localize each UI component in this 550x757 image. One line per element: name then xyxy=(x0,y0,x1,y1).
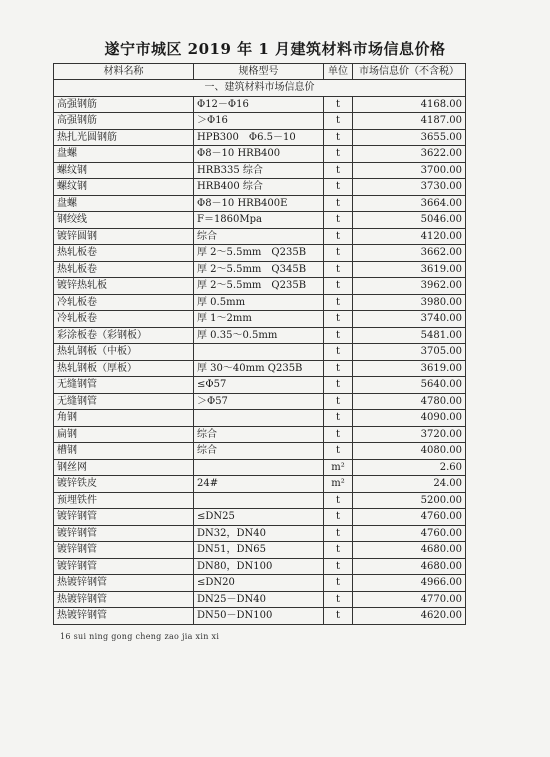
price-cell: 4770.00 xyxy=(353,591,466,608)
price-cell: 3664.00 xyxy=(353,195,466,212)
price-cell: 3962.00 xyxy=(353,278,466,295)
table-row xyxy=(54,426,466,443)
unit-cell: t xyxy=(324,360,353,377)
material-name: 热轧钢板（厚板） xyxy=(54,360,194,377)
unit-cell: t xyxy=(324,575,353,592)
unit-cell: t xyxy=(324,608,353,625)
material-name: 盘螺 xyxy=(54,146,194,163)
unit-cell: t xyxy=(324,212,353,229)
price-cell: 3619.00 xyxy=(353,261,466,278)
price-cell: 3730.00 xyxy=(353,179,466,196)
unit-cell: t xyxy=(324,525,353,542)
spec-cell: 厚 2～5.5mm Q235B xyxy=(194,245,324,262)
spec-cell xyxy=(194,410,324,427)
table-row xyxy=(54,393,466,410)
spec-cell: DN32，DN40 xyxy=(194,525,324,542)
spec-cell xyxy=(194,492,324,509)
price-cell: 4680.00 xyxy=(353,558,466,575)
unit-cell: t xyxy=(324,509,353,526)
spec-cell: ＞Φ16 xyxy=(194,113,324,130)
material-name: 高强钢筋 xyxy=(54,96,194,113)
unit-cell: t xyxy=(324,410,353,427)
spec-cell: 厚 0.5mm xyxy=(194,294,324,311)
table-row xyxy=(54,410,466,427)
table-row xyxy=(54,245,466,262)
spec-cell: F＝1860Mpa xyxy=(194,212,324,229)
header-name: 材料名称 xyxy=(54,64,194,80)
table-row xyxy=(54,278,466,295)
material-name: 冷轧板卷 xyxy=(54,294,194,311)
table-row xyxy=(54,294,466,311)
spec-cell: HPB300 Φ6.5－10 xyxy=(194,129,324,146)
material-name: 热扎光圆钢筋 xyxy=(54,129,194,146)
price-cell: 3980.00 xyxy=(353,294,466,311)
table-row xyxy=(54,129,466,146)
material-name: 彩涂板卷（彩钢板） xyxy=(54,327,194,344)
material-name: 热轧钢板（中板） xyxy=(54,344,194,361)
price-table xyxy=(53,63,466,625)
spec-cell: 厚 1～2mm xyxy=(194,311,324,328)
table-row xyxy=(54,162,466,179)
table-row xyxy=(54,96,466,113)
spec-cell: ＞Φ57 xyxy=(194,393,324,410)
price-cell: 3740.00 xyxy=(353,311,466,328)
unit-cell: t xyxy=(324,146,353,163)
material-name: 热镀锌钢管 xyxy=(54,591,194,608)
unit-cell: t xyxy=(324,228,353,245)
material-name: 冷轧板卷 xyxy=(54,311,194,328)
spec-cell: HRB335 综合 xyxy=(194,162,324,179)
header-spec: 规格型号 xyxy=(194,64,324,80)
spec-cell: 厚 2～5.5mm Q345B xyxy=(194,261,324,278)
section-row xyxy=(54,80,466,97)
header-unit: 单位 xyxy=(324,64,353,80)
unit-cell: t xyxy=(324,294,353,311)
material-name: 无缝钢管 xyxy=(54,393,194,410)
spec-cell: 厚 0.35～0.5mm xyxy=(194,327,324,344)
spec-cell: ≤DN20 xyxy=(194,575,324,592)
price-cell: 4760.00 xyxy=(353,525,466,542)
unit-cell: t xyxy=(324,278,353,295)
price-cell: 4120.00 xyxy=(353,228,466,245)
price-cell: 3662.00 xyxy=(353,245,466,262)
table-row xyxy=(54,261,466,278)
table-row xyxy=(54,492,466,509)
price-cell: 4620.00 xyxy=(353,608,466,625)
unit-cell: t xyxy=(324,558,353,575)
price-cell: 4080.00 xyxy=(353,443,466,460)
table-row xyxy=(54,476,466,493)
price-cell: 4966.00 xyxy=(353,575,466,592)
price-cell: 3655.00 xyxy=(353,129,466,146)
material-name: 角钢 xyxy=(54,410,194,427)
spec-cell: 综合 xyxy=(194,228,324,245)
spec-cell: DN50－DN100 xyxy=(194,608,324,625)
table-row xyxy=(54,575,466,592)
price-cell: 3622.00 xyxy=(353,146,466,163)
section-label: 一、建筑材料市场信息价 xyxy=(54,80,466,97)
material-name: 热轧板卷 xyxy=(54,261,194,278)
material-name: 热轧板卷 xyxy=(54,245,194,262)
material-name: 螺纹钢 xyxy=(54,179,194,196)
table-row xyxy=(54,344,466,361)
material-name: 钢绞线 xyxy=(54,212,194,229)
table-row xyxy=(54,525,466,542)
spec-cell: ≤Φ57 xyxy=(194,377,324,394)
table-header-row xyxy=(54,64,466,80)
table-row xyxy=(54,459,466,476)
unit-cell: t xyxy=(324,179,353,196)
unit-cell: t xyxy=(324,162,353,179)
header-price: 市场信息价（不含税） xyxy=(353,64,466,80)
unit-cell: t xyxy=(324,96,353,113)
material-name: 镀锌钢管 xyxy=(54,509,194,526)
unit-cell: m² xyxy=(324,459,353,476)
table-row xyxy=(54,311,466,328)
material-name: 螺纹钢 xyxy=(54,162,194,179)
table-row xyxy=(54,443,466,460)
table-row xyxy=(54,146,466,163)
material-name: 热镀锌钢管 xyxy=(54,575,194,592)
material-name: 盘螺 xyxy=(54,195,194,212)
table-row xyxy=(54,591,466,608)
material-name: 钢丝网 xyxy=(54,459,194,476)
material-name: 镀锌钢管 xyxy=(54,542,194,559)
unit-cell: t xyxy=(324,542,353,559)
spec-cell: 综合 xyxy=(194,443,324,460)
unit-cell: t xyxy=(324,311,353,328)
spec-cell: 24# xyxy=(194,476,324,493)
table-row xyxy=(54,327,466,344)
table-row xyxy=(54,212,466,229)
spec-cell: 综合 xyxy=(194,426,324,443)
spec-cell: Φ12－Φ16 xyxy=(194,96,324,113)
price-cell: 3619.00 xyxy=(353,360,466,377)
table-row xyxy=(54,377,466,394)
spec-cell: HRB400 综合 xyxy=(194,179,324,196)
material-name: 高强钢筋 xyxy=(54,113,194,130)
spec-cell xyxy=(194,459,324,476)
price-cell: 3720.00 xyxy=(353,426,466,443)
unit-cell: t xyxy=(324,443,353,460)
table-row xyxy=(54,542,466,559)
table-row xyxy=(54,113,466,130)
spec-cell: 厚 30～40mm Q235B xyxy=(194,360,324,377)
material-name: 镀锌钢管 xyxy=(54,525,194,542)
unit-cell: t xyxy=(324,344,353,361)
unit-cell: t xyxy=(324,426,353,443)
unit-cell: t xyxy=(324,377,353,394)
price-cell: 4090.00 xyxy=(353,410,466,427)
unit-cell: t xyxy=(324,327,353,344)
spec-cell: DN80，DN100 xyxy=(194,558,324,575)
price-cell: 24.00 xyxy=(353,476,466,493)
material-name: 预埋铁件 xyxy=(54,492,194,509)
unit-cell: t xyxy=(324,393,353,410)
table-row xyxy=(54,195,466,212)
spec-cell: 厚 2～5.5mm Q235B xyxy=(194,278,324,295)
material-name: 镀锌钢管 xyxy=(54,558,194,575)
table-row xyxy=(54,608,466,625)
unit-cell: m² xyxy=(324,476,353,493)
material-name: 槽钢 xyxy=(54,443,194,460)
material-name: 镀锌铁皮 xyxy=(54,476,194,493)
price-cell: 3700.00 xyxy=(353,162,466,179)
table-row xyxy=(54,509,466,526)
price-cell: 4168.00 xyxy=(353,96,466,113)
unit-cell: t xyxy=(324,195,353,212)
price-cell: 3705.00 xyxy=(353,344,466,361)
unit-cell: t xyxy=(324,245,353,262)
unit-cell: t xyxy=(324,492,353,509)
spec-cell: ≤DN25 xyxy=(194,509,324,526)
material-name: 镀锌圆钢 xyxy=(54,228,194,245)
price-cell: 2.60 xyxy=(353,459,466,476)
spec-cell: Φ8－10 HRB400E xyxy=(194,195,324,212)
material-name: 热镀锌钢管 xyxy=(54,608,194,625)
spec-cell: DN51，DN65 xyxy=(194,542,324,559)
price-cell: 5481.00 xyxy=(353,327,466,344)
price-cell: 5046.00 xyxy=(353,212,466,229)
table-row xyxy=(54,179,466,196)
unit-cell: t xyxy=(324,591,353,608)
material-name: 无缝钢管 xyxy=(54,377,194,394)
price-cell: 5200.00 xyxy=(353,492,466,509)
spec-cell xyxy=(194,344,324,361)
table-row xyxy=(54,228,466,245)
page-title: 遂宁市城区 2019 年 1 月建筑材料市场信息价格 xyxy=(104,40,446,58)
price-cell: 4680.00 xyxy=(353,542,466,559)
unit-cell: t xyxy=(324,261,353,278)
unit-cell: t xyxy=(324,129,353,146)
page-footer: 16 sui ning gong cheng zao jia xin xi xyxy=(60,632,220,641)
price-cell: 4780.00 xyxy=(353,393,466,410)
material-name: 镀锌热轧板 xyxy=(54,278,194,295)
material-name: 扁钢 xyxy=(54,426,194,443)
table-row xyxy=(54,558,466,575)
table-row xyxy=(54,360,466,377)
price-cell: 4187.00 xyxy=(353,113,466,130)
spec-cell: Φ8－10 HRB400 xyxy=(194,146,324,163)
price-cell: 5640.00 xyxy=(353,377,466,394)
unit-cell: t xyxy=(324,113,353,130)
price-cell: 4760.00 xyxy=(353,509,466,526)
spec-cell: DN25－DN40 xyxy=(194,591,324,608)
